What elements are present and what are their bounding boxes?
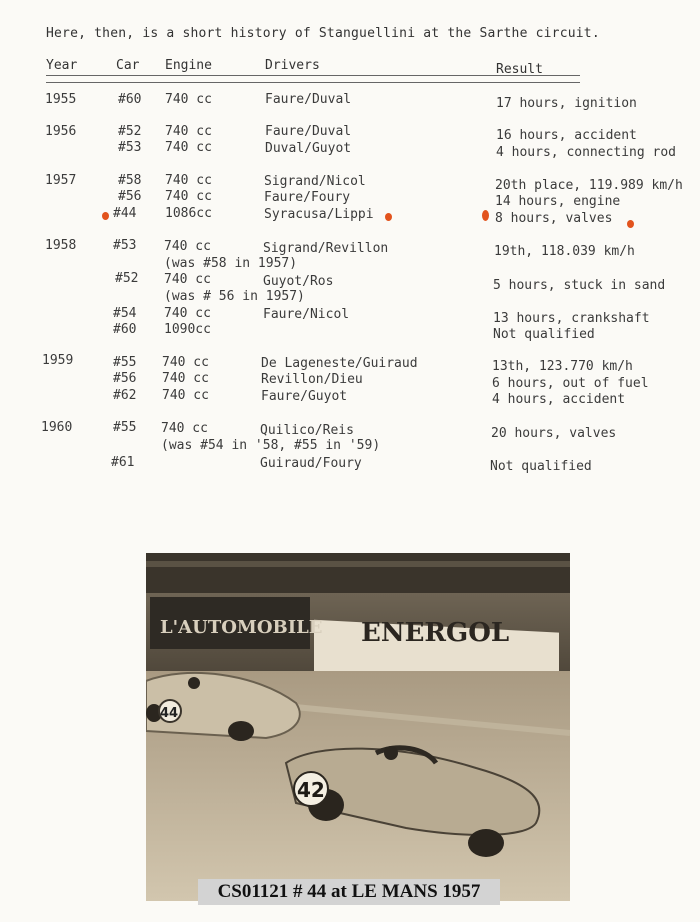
row-note: (was #58 in 1957): [164, 256, 298, 271]
row-engine: 740 cc: [162, 371, 209, 386]
annotation-dot: [627, 220, 634, 228]
row-drivers: Sigrand/Nicol: [264, 174, 366, 189]
row-car: #55: [113, 355, 137, 370]
row-engine: 740 cc: [165, 92, 212, 107]
row-year: 1960: [41, 420, 73, 435]
row-result: 14 hours, engine: [495, 194, 621, 209]
header-result: Result: [496, 62, 543, 77]
row-engine: 740 cc: [164, 272, 211, 287]
row-engine: 740 cc: [165, 124, 212, 139]
row-drivers: Sigrand/Revillon: [263, 241, 389, 256]
row-result: 6 hours, out of fuel: [492, 376, 649, 391]
row-engine: 740 cc: [164, 306, 211, 321]
row-drivers: De Lageneste/Guiraud: [261, 356, 418, 371]
banner-lautomobile: L'AUTOMOBILE: [160, 617, 323, 638]
row-engine: 1086cc: [165, 206, 212, 221]
row-drivers: Guyot/Ros: [263, 274, 334, 289]
row-engine: 740 cc: [162, 388, 209, 403]
header-car: Car: [116, 58, 140, 73]
row-engine: 740 cc: [164, 239, 211, 254]
row-result: Not qualified: [493, 327, 595, 342]
annotation-dot: [482, 210, 489, 221]
row-result: 4 hours, accident: [492, 392, 626, 407]
row-year: 1956: [45, 124, 77, 139]
row-result: 17 hours, ignition: [496, 96, 637, 111]
row-drivers: Guiraud/Foury: [260, 456, 362, 471]
row-result: 13 hours, crankshaft: [493, 311, 650, 326]
row-drivers: Revillon/Dieu: [261, 372, 363, 387]
row-car: #53: [118, 140, 142, 155]
row-engine: 740 cc: [162, 355, 209, 370]
row-result: 20 hours, valves: [491, 426, 617, 441]
row-result: 8 hours, valves: [495, 211, 613, 226]
row-engine: 740 cc: [165, 189, 212, 204]
banner-energol: ENERGOL: [361, 618, 510, 648]
car-44-number: 44: [160, 706, 179, 721]
photo-caption: CS01121 # 44 at LE MANS 1957: [198, 879, 500, 905]
row-result: 20th place, 119.989 km/h: [495, 178, 683, 193]
row-year: 1957: [45, 173, 77, 188]
row-note: (was #54 in '58, #55 in '59): [161, 438, 381, 453]
row-result: 5 hours, stuck in sand: [493, 278, 666, 293]
row-result: 19th, 118.039 km/h: [494, 244, 635, 259]
header-rule: [46, 75, 580, 83]
row-car: #55: [113, 420, 137, 435]
row-car: #52: [115, 271, 139, 286]
car-42-number: 42: [297, 778, 325, 802]
header-year: Year: [46, 58, 78, 73]
row-car: #44: [113, 206, 137, 221]
header-engine: Engine: [165, 58, 212, 73]
row-car: #56: [113, 371, 137, 386]
row-drivers: Faure/Duval: [265, 92, 352, 107]
row-car: #60: [118, 92, 142, 107]
row-drivers: Faure/Duval: [265, 124, 352, 139]
row-car: #60: [113, 322, 137, 337]
row-drivers: Faure/Nicol: [263, 307, 350, 322]
annotation-dot: [385, 213, 392, 221]
row-drivers: Faure/Guyot: [261, 389, 348, 404]
row-engine: 740 cc: [165, 173, 212, 188]
row-note: (was # 56 in 1957): [164, 289, 305, 304]
row-result: 13th, 123.770 km/h: [492, 359, 633, 374]
row-year: 1955: [45, 92, 77, 107]
row-car: #61: [111, 455, 135, 470]
header-drivers: Drivers: [265, 58, 320, 73]
row-engine: 740 cc: [165, 140, 212, 155]
row-result: 4 hours, connecting rod: [496, 145, 677, 160]
row-result: Not qualified: [490, 459, 592, 474]
row-engine: 740 cc: [161, 421, 208, 436]
row-drivers: Faure/Foury: [264, 190, 351, 205]
row-drivers: Duval/Guyot: [265, 141, 352, 156]
row-year: 1959: [42, 353, 74, 368]
row-car: #52: [118, 124, 142, 139]
row-drivers: Quilico/Reis: [260, 423, 354, 438]
row-car: #53: [113, 238, 137, 253]
row-result: 16 hours, accident: [496, 128, 637, 143]
annotation-dot: [102, 212, 109, 220]
row-car: #54: [113, 306, 137, 321]
race-photo-drawing: [146, 553, 570, 901]
race-photo: [146, 553, 570, 901]
row-car: #58: [118, 173, 142, 188]
row-car: #62: [113, 388, 137, 403]
row-drivers: Syracusa/Lippi: [264, 207, 374, 222]
row-year: 1958: [45, 238, 77, 253]
row-car: #56: [118, 189, 142, 204]
intro-text: Here, then, is a short history of Stanguellini at the Sarthe circuit.: [46, 26, 600, 41]
row-engine: 1090cc: [164, 322, 211, 337]
